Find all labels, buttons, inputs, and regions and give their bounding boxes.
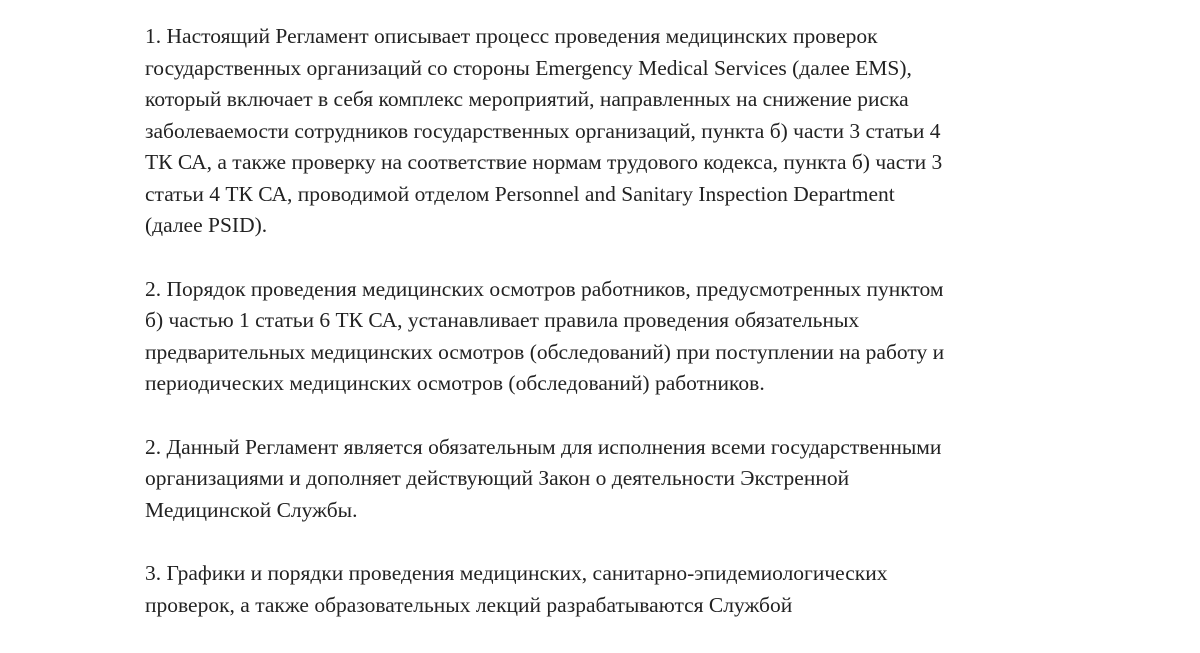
paragraph-2 bbox=[145, 274, 1065, 400]
paragraph-3 bbox=[145, 432, 1065, 527]
text-line: 2. Порядок проведения медицинских осмотров работников, предусмотренных пунктом bbox=[145, 276, 944, 301]
text-line: (далее PSID). bbox=[145, 213, 268, 237]
text-line: который включает в себя комплекс мероприятий, направленных на снижение риска bbox=[145, 87, 909, 111]
document-body bbox=[145, 21, 1065, 653]
text-line: 2. Данный Регламент является обязательным для исполнения всеми государственными bbox=[145, 434, 942, 459]
paragraph-1 bbox=[145, 21, 1065, 242]
text-line: организациями и дополняет действующий Закон о деятельности Экстренной bbox=[145, 466, 850, 490]
paragraph-4 bbox=[145, 558, 1065, 621]
text-line: Медицинской Службы. bbox=[145, 497, 358, 522]
text-line: заболеваемости сотрудников государственных организаций, пункта б) части 3 статьи 4 bbox=[145, 118, 941, 143]
text-line: 1. Настоящий Регламент описывает процесс проведения медицинских проверок bbox=[145, 24, 878, 48]
text-line: 3. Графики и порядки проведения медицинских, санитарно-эпидемиологических bbox=[145, 561, 888, 585]
text-line: периодических медицинских осмотров (обследований) работников. bbox=[145, 371, 765, 395]
text-line: ТК СА, а также проверку на соответствие нормам трудового кодекса, пункта б) части 3 bbox=[145, 150, 943, 174]
text-line: предварительных медицинских осмотров (обследований) при поступлении на работу и bbox=[145, 339, 945, 364]
text-line: статьи 4 ТК СА, проводимой отделом Personnel and Sanitary Inspection Department bbox=[145, 181, 895, 206]
text-line: проверок, а также образовательных лекций разрабатываются Службой bbox=[145, 592, 793, 617]
text-line: государственных организаций со стороны Emergency Medical Services (далее EMS), bbox=[145, 55, 912, 80]
text-line: б) частью 1 статьи 6 ТК СА, устанавливает правила проведения обязательных bbox=[145, 308, 860, 332]
